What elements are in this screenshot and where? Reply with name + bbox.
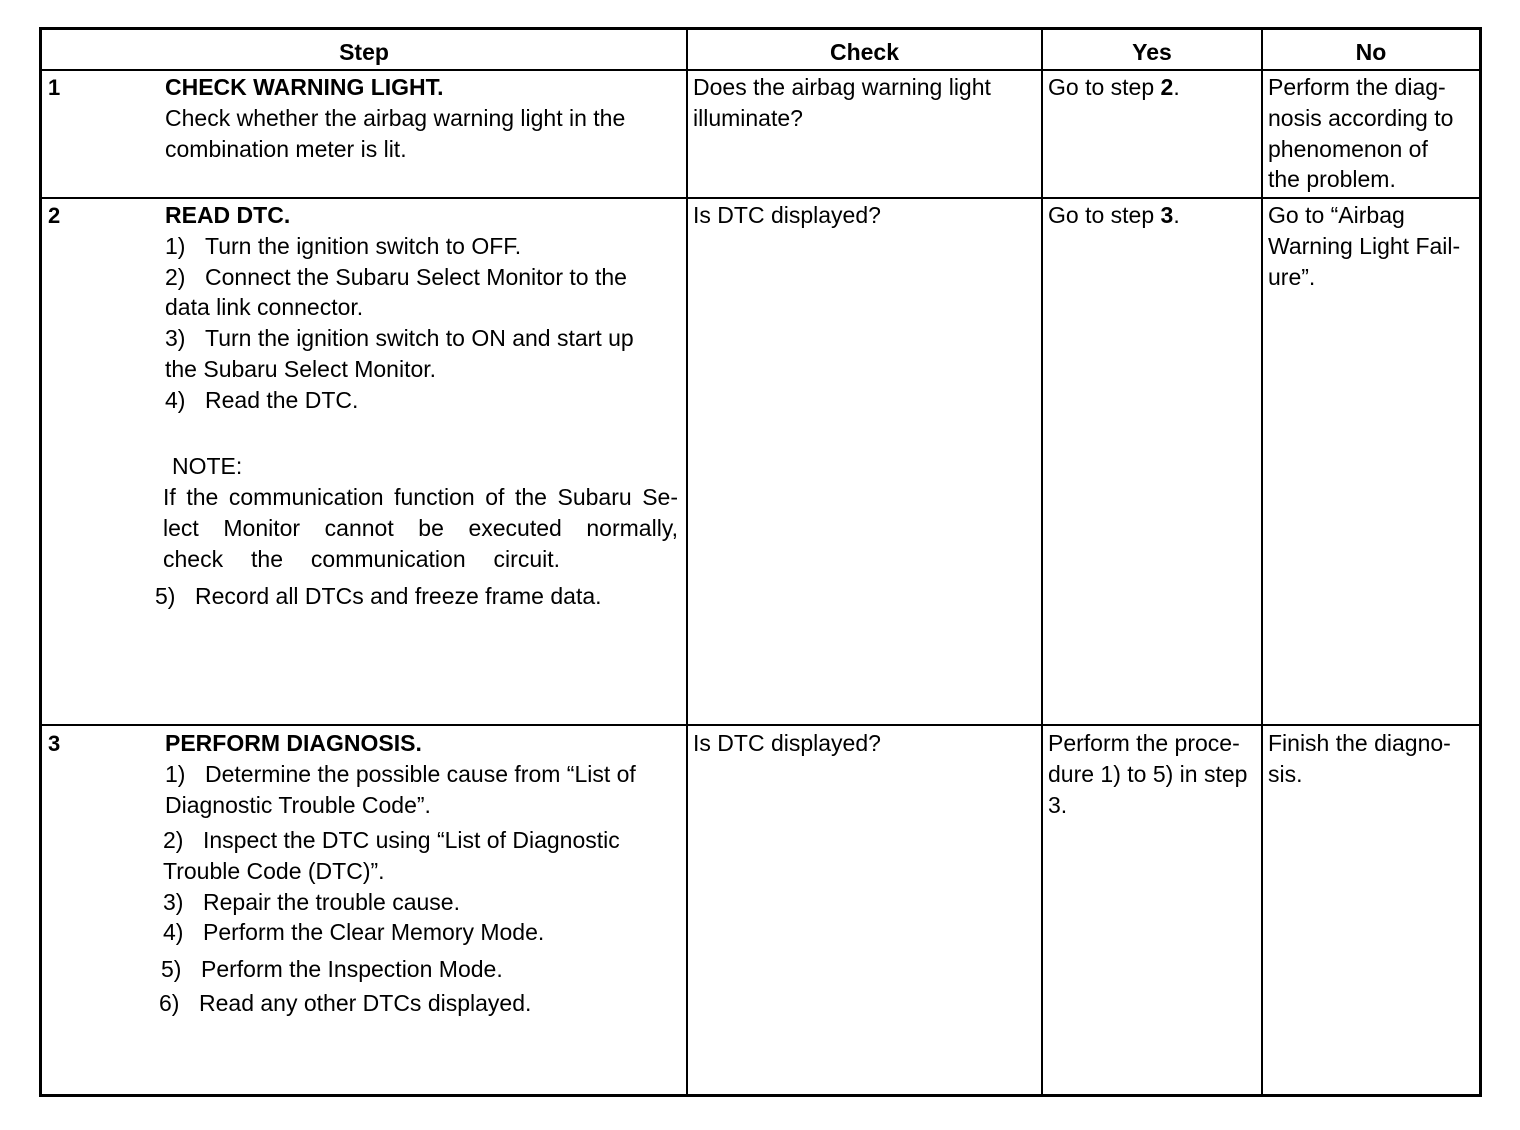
no-text-line: Warning Light Fail- [1268, 232, 1461, 259]
column-divider-step-check [686, 30, 688, 1094]
note-text-line: lect Monitor cannot be executed normally, [163, 514, 678, 541]
check-1-content [693, 72, 991, 134]
yes-text-line: 3. [1048, 791, 1068, 818]
step-item-continuation: data link connector. [165, 294, 364, 321]
step-text-line: combination meter is lit. [165, 135, 407, 162]
step-3-title-block [165, 728, 636, 820]
yes-step-number: 2 [1160, 74, 1174, 100]
step-item-continuation: Trouble Code (DTC)”. [163, 857, 385, 884]
step-item-number: 1) [165, 232, 186, 259]
yes-step-number: 3 [1160, 202, 1174, 228]
step-item-number: 1) [165, 760, 186, 787]
no-text-line: the problem. [1268, 166, 1396, 193]
step-item-text: Connect the Subaru Select Monitor to the [205, 263, 627, 290]
note-text-line: If the communication function of the Subaru Se- [163, 484, 678, 510]
step-item [165, 323, 634, 354]
step-item-number: 4) [163, 919, 184, 946]
header-check: Check [829, 39, 900, 65]
step-number: 3 [48, 731, 61, 756]
step-item [163, 917, 620, 948]
step-item-text: Turn the ignition switch to OFF. [205, 232, 522, 259]
no-text-line: ure”. [1268, 263, 1316, 290]
step-item [159, 988, 531, 1019]
step-title: PERFORM DIAGNOSIS. [165, 730, 422, 756]
step-item-text: Turn the ignition switch to ON and start up [205, 325, 634, 352]
step-item-text: Record all DTCs and freeze frame data. [195, 583, 602, 609]
step-item [165, 385, 634, 416]
yes-2-content [1048, 200, 1180, 231]
header-divider [42, 69, 1479, 71]
check-text-line: Does the airbag warning light [693, 74, 991, 100]
step-item-number: 3) [163, 888, 184, 915]
row-divider-1-2 [42, 197, 1479, 199]
step-item [161, 954, 503, 985]
yes-period: . [1173, 74, 1180, 100]
no-2-content [1268, 200, 1460, 292]
check-2-content [693, 200, 881, 231]
step-item [155, 581, 602, 612]
no-1-content [1268, 72, 1453, 195]
step-item [165, 262, 634, 293]
yes-3-content [1048, 728, 1247, 820]
step-item-text: Inspect the DTC using “List of Diagnostic [203, 827, 620, 853]
step-item-number: 5) [155, 583, 176, 609]
step-item-text: Read any other DTCs displayed. [199, 990, 532, 1016]
no-text-line: Go to “Airbag [1268, 202, 1405, 228]
yes-go-to-text: Go to step [1048, 74, 1155, 100]
step-item-text: Perform the Clear Memory Mode. [203, 919, 545, 946]
step-item [163, 887, 620, 918]
note-body [163, 482, 678, 574]
no-text-line: nosis according to [1268, 104, 1454, 131]
step-item-continuation: the Subaru Select Monitor. [165, 355, 437, 382]
diagnostic-procedure-table [39, 27, 1482, 1097]
header-step: Step [339, 39, 389, 65]
column-divider-check-yes [1041, 30, 1043, 1094]
step-item-continuation: Diagnostic Trouble Code”. [165, 791, 431, 818]
step-item-text: Read the DTC. [205, 386, 359, 413]
step-item [163, 825, 620, 856]
step-text-line: Check whether the airbag warning light in the [165, 104, 626, 131]
step-item-number: 2) [163, 827, 184, 853]
no-3-content [1268, 728, 1451, 790]
row-divider-2-3 [42, 724, 1479, 726]
step-item [165, 759, 636, 790]
step-number: 1 [48, 75, 61, 100]
yes-1-content [1048, 72, 1180, 103]
step-item-number: 3) [165, 325, 186, 352]
step-2-content [165, 200, 634, 416]
no-text-line: Perform the diag- [1268, 74, 1446, 100]
check-text-line: Is DTC displayed? [693, 730, 881, 756]
no-text-line: phenomenon of [1268, 135, 1428, 162]
step-1-content [165, 72, 625, 164]
no-text-line: Finish the diagno- [1268, 730, 1451, 756]
column-divider-yes-no [1261, 30, 1263, 1094]
step-item-number: 6) [159, 990, 180, 1016]
yes-text-line: Perform the proce- [1048, 730, 1240, 756]
note-text-line: check the communication circuit. [163, 545, 560, 572]
step-number: 2 [48, 203, 61, 228]
no-text-line: sis. [1268, 760, 1303, 787]
step-item [165, 231, 634, 262]
step-item-number: 2) [165, 263, 186, 290]
step-title: READ DTC. [165, 202, 291, 228]
note-label: NOTE: [172, 453, 243, 479]
header-no: No [1355, 39, 1387, 65]
step-item-text: Repair the trouble cause. [203, 888, 460, 915]
step-item-text: Determine the possible cause from “List of [205, 760, 636, 787]
step-title: CHECK WARNING LIGHT. [165, 74, 444, 100]
check-text-line: illuminate? [693, 104, 803, 131]
check-text-line: Is DTC displayed? [693, 202, 881, 228]
header-yes: Yes [1132, 39, 1172, 65]
step-item-number: 5) [161, 956, 182, 982]
step-item-number: 4) [165, 386, 186, 413]
yes-text-line: dure 1) to 5) in step [1048, 760, 1248, 787]
yes-go-to-text: Go to step [1048, 202, 1155, 228]
yes-period: . [1173, 202, 1180, 228]
step-item-text: Perform the Inspection Mode. [201, 956, 503, 982]
step-3-items-block [163, 825, 620, 948]
check-3-content [693, 728, 881, 759]
